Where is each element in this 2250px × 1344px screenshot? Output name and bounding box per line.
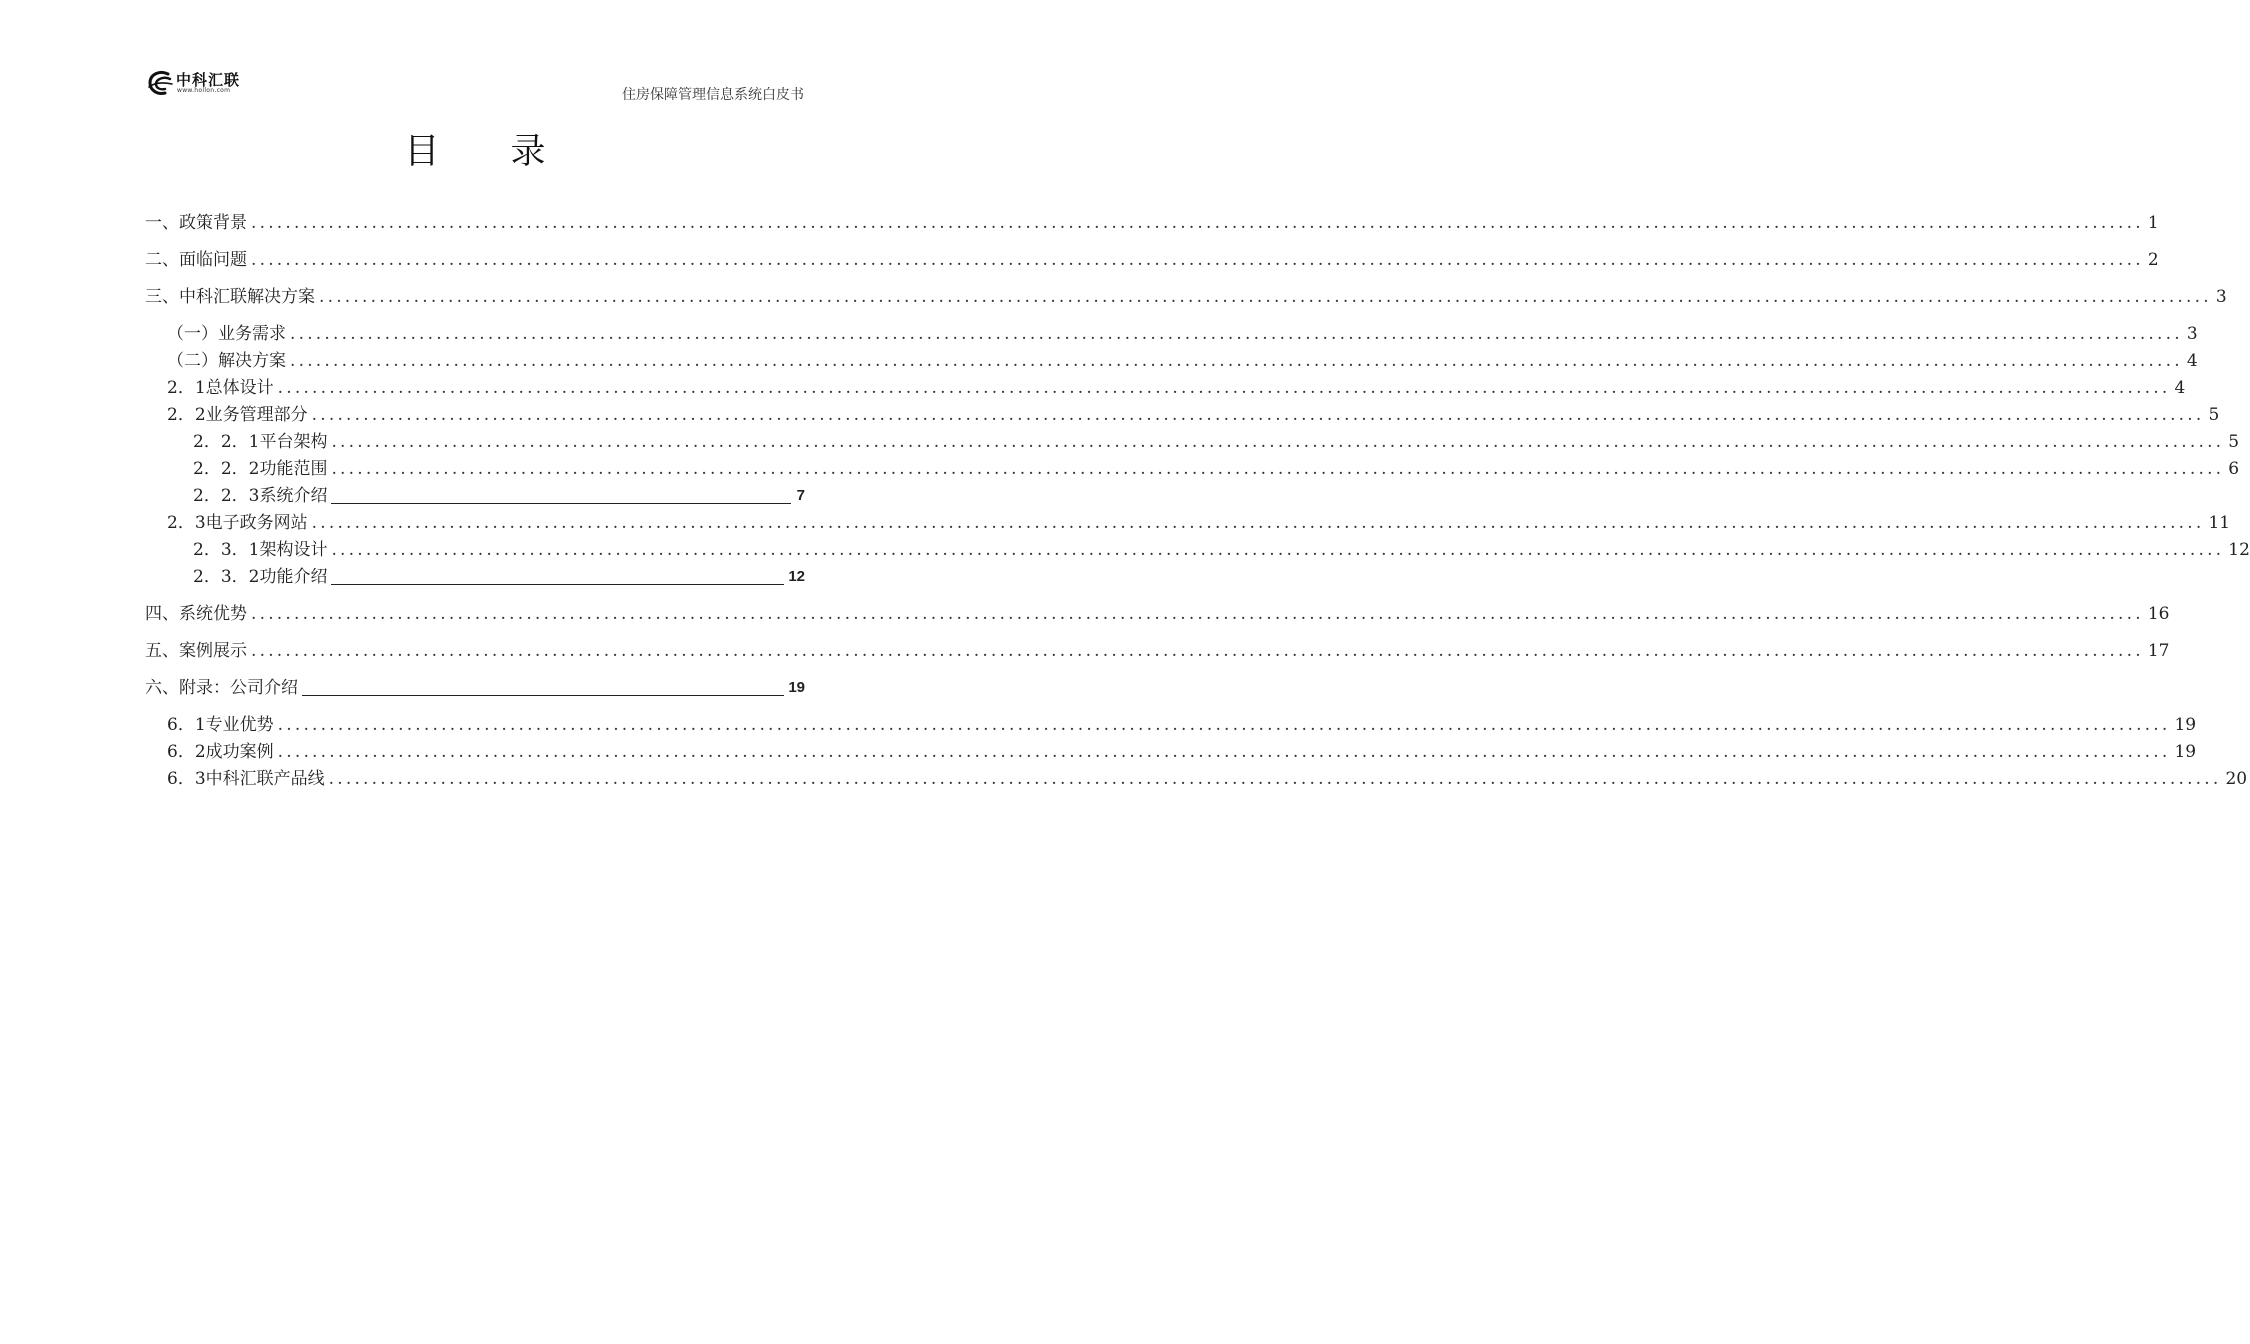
toc-entry-label: 2．1总体设计 <box>167 378 274 398</box>
toc-dot-leader: ............................................................................................................................................................................................................................ <box>290 324 2183 344</box>
toc-entry-label: 一、政策背景 <box>145 213 247 233</box>
toc-entry-label: 6．1专业优势 <box>167 715 274 735</box>
toc-entry-label: 6．3中科汇联产品线 <box>167 769 325 789</box>
toc-entry-page-number: 16 <box>2147 604 2170 624</box>
toc-dot-leader: ............................................................................................................................................................................................................................ <box>319 287 2212 307</box>
toc-dot-leader: ............................................................................................................................................................................................................................ <box>277 378 2171 398</box>
toc-dot-leader: ............................................................................................................................................................................................................................ <box>311 513 2205 533</box>
toc-entry-label: 2．2．2功能范围 <box>193 459 328 479</box>
toc-entry-label: 五、案例展示 <box>145 641 247 661</box>
toc-entry-page-number: 19 <box>2174 742 2197 762</box>
logo-swirl-icon <box>146 68 176 98</box>
toc-dot-leader: ............................................................................................................................................................................................................................ <box>251 604 2144 624</box>
toc-dot-leader: ............................................................................................................................................................................................................................ <box>251 213 2144 233</box>
toc-entry-label: （二）解决方案 <box>167 351 286 371</box>
toc-dot-leader: ............................................................................................................................................................................................................................ <box>331 432 2225 452</box>
toc-entry[interactable] <box>145 767 2248 791</box>
toc-dot-leader: ............................................................................................................................................................................................................................ <box>331 459 2225 479</box>
toc-entry-page-number: 4 <box>2186 351 2198 371</box>
toc-entry[interactable] <box>145 322 2198 346</box>
toc-dot-leader: ............................................................................................................................................................................................................................ <box>328 769 2222 789</box>
toc-entry[interactable] <box>145 248 2159 272</box>
toc-entry-page-number: 19 <box>788 679 805 696</box>
toc-entry-page-number: 17 <box>2147 641 2170 661</box>
toc-entry[interactable] <box>145 349 2198 373</box>
toc-dot-leader: ............................................................................................................................................................................................................................ <box>311 405 2205 425</box>
toc-entry[interactable] <box>145 430 2240 454</box>
toc-entry-label: 6．2成功案例 <box>167 742 274 762</box>
toc-dot-leader: ............................................................................................................................................................................................................................ <box>277 715 2171 735</box>
toc-entry[interactable] <box>145 403 2220 427</box>
toc-dot-leader <box>331 574 784 585</box>
toc-entry[interactable] <box>145 740 2197 764</box>
toc-entry-label: 三、中科汇联解决方案 <box>145 287 315 307</box>
toc-dot-leader: ............................................................................................................................................................................................................................ <box>251 641 2144 661</box>
toc-entry-page-number: 11 <box>2208 513 2231 533</box>
toc-dot-leader <box>331 493 791 504</box>
toc-entry-page-number: 3 <box>2186 324 2198 344</box>
toc-entry[interactable] <box>145 285 2227 309</box>
toc-entry-label: 2．3电子政务网站 <box>167 513 308 533</box>
toc-entry[interactable] <box>145 457 2240 481</box>
toc-entry-page-number: 6 <box>2228 459 2240 479</box>
toc-entry[interactable] <box>145 713 2197 737</box>
toc-dot-leader <box>302 685 784 696</box>
toc-dot-leader: ............................................................................................................................................................................................................................ <box>251 250 2144 270</box>
toc-entry-page-number: 19 <box>2174 715 2197 735</box>
logo-website: www.hollon.com <box>177 87 231 94</box>
toc-entry-page-number: 5 <box>2208 405 2220 425</box>
toc-entry-label: 四、系统优势 <box>145 604 247 624</box>
toc-entry[interactable] <box>145 602 2170 626</box>
toc-entry[interactable] <box>145 376 2186 400</box>
toc-entry-label: 2．2．3系统介绍 <box>193 486 328 506</box>
toc-entry[interactable] <box>145 565 805 589</box>
header-divider <box>146 106 804 107</box>
company-logo <box>146 68 256 98</box>
toc-entry-page-number: 12 <box>2228 540 2250 560</box>
document-title: 住房保障管理信息系统白皮书 <box>622 87 804 103</box>
toc-entry-label: 2．3．2功能介绍 <box>193 567 328 587</box>
toc-entry-label: 2．2业务管理部分 <box>167 405 308 425</box>
toc-entry-page-number: 20 <box>2225 769 2248 789</box>
toc-entry-label: 二、面临问题 <box>145 250 247 270</box>
toc-entry-page-number: 7 <box>796 487 805 504</box>
toc-entry[interactable] <box>145 676 805 700</box>
toc-entry-label: 2．2．1平台架构 <box>193 432 328 452</box>
toc-entry[interactable] <box>145 511 2231 535</box>
toc-entry[interactable] <box>145 211 2159 235</box>
toc-dot-leader: ............................................................................................................................................................................................................................ <box>277 742 2171 762</box>
toc-entry-page-number: 3 <box>2215 287 2227 307</box>
toc-entry[interactable] <box>145 639 2170 663</box>
toc-entry[interactable] <box>145 484 805 508</box>
toc-entry-label: 六、附录：公司介绍 <box>145 678 298 698</box>
toc-heading: 目 录 <box>404 132 576 172</box>
toc-entry-label: （一）业务需求 <box>167 324 286 344</box>
toc-entry[interactable] <box>145 538 2250 562</box>
toc-entry-page-number: 4 <box>2174 378 2186 398</box>
toc-entry-label: 2．3．1架构设计 <box>193 540 328 560</box>
toc-dot-leader: ............................................................................................................................................................................................................................ <box>290 351 2183 371</box>
toc-entry-page-number: 2 <box>2147 250 2159 270</box>
toc-entry-page-number: 1 <box>2147 213 2159 233</box>
toc-entry-page-number: 12 <box>788 568 805 585</box>
toc-dot-leader: ............................................................................................................................................................................................................................ <box>331 540 2225 560</box>
logo-company-name: 中科汇联 <box>176 71 241 89</box>
toc-entry-page-number: 5 <box>2228 432 2240 452</box>
